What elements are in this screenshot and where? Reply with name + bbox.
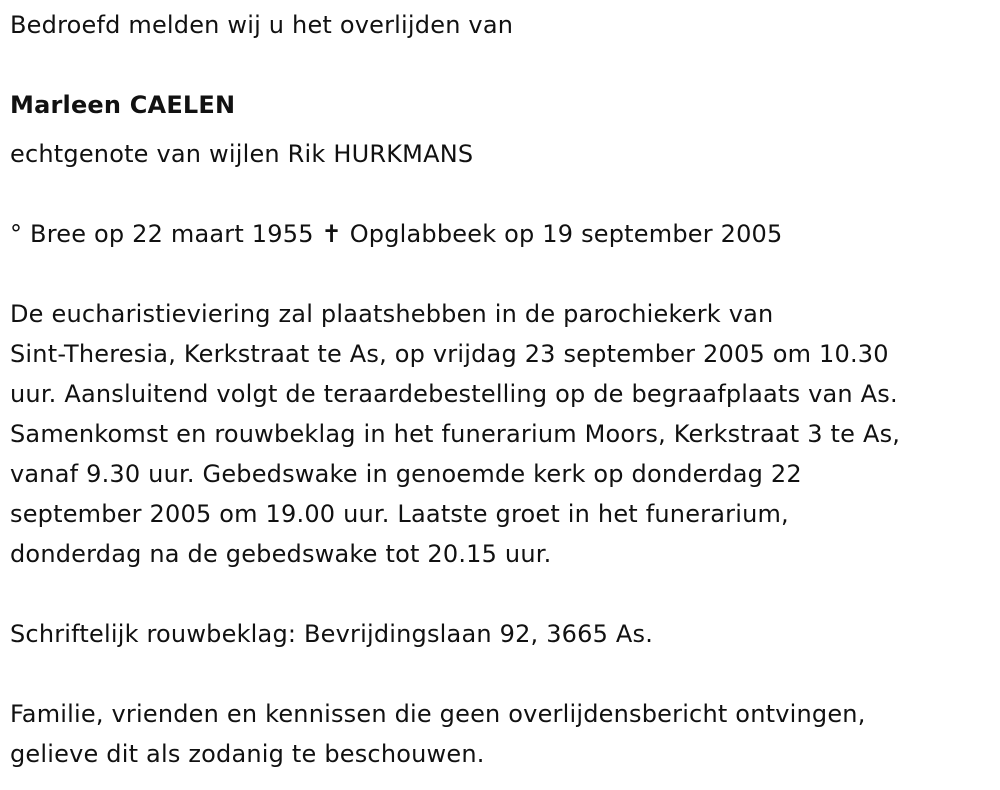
closing-line: gelieve dit als zodanig te beschouwen. xyxy=(10,740,485,768)
birth-text: ° Bree op 22 maart 1955 xyxy=(10,220,314,248)
ceremony-line: Samenkomst en rouwbeklag in het funerarium Moors, Kerkstraat 3 te As, xyxy=(10,420,901,448)
death-text: Opglabbeek op 19 september 2005 xyxy=(349,220,783,248)
ceremony-line: De eucharistieviering zal plaatshebben in de parochiekerk van xyxy=(10,300,774,328)
life-dates xyxy=(10,217,783,251)
ceremony-line: donderdag na de gebedswake tot 20.15 uur. xyxy=(10,540,552,568)
deceased-name: Marleen CAELEN xyxy=(10,91,236,119)
intro-text: Bedroefd melden wij u het overlijden van xyxy=(10,11,514,39)
ceremony-line: vanaf 9.30 uur. Gebedswake in genoemde kerk op donderdag 22 xyxy=(10,460,802,488)
cross-icon: ✝ xyxy=(321,220,342,248)
ceremony-line: september 2005 om 19.00 uur. Laatste groet in het funerarium, xyxy=(10,500,789,528)
condolence-address: Schriftelijk rouwbeklag: Bevrijdingslaan 92, 3665 As. xyxy=(10,620,654,648)
ceremony-line: uur. Aansluitend volgt de teraardebestelling op de begraafplaats van As. xyxy=(10,380,898,408)
spouse-text: echtgenote van wijlen Rik HURKMANS xyxy=(10,140,474,168)
ceremony-line: Sint-Theresia, Kerkstraat te As, op vrijdag 23 september 2005 om 10.30 xyxy=(10,340,889,368)
closing-line: Familie, vrienden en kennissen die geen overlijdensbericht ontvingen, xyxy=(10,700,866,728)
